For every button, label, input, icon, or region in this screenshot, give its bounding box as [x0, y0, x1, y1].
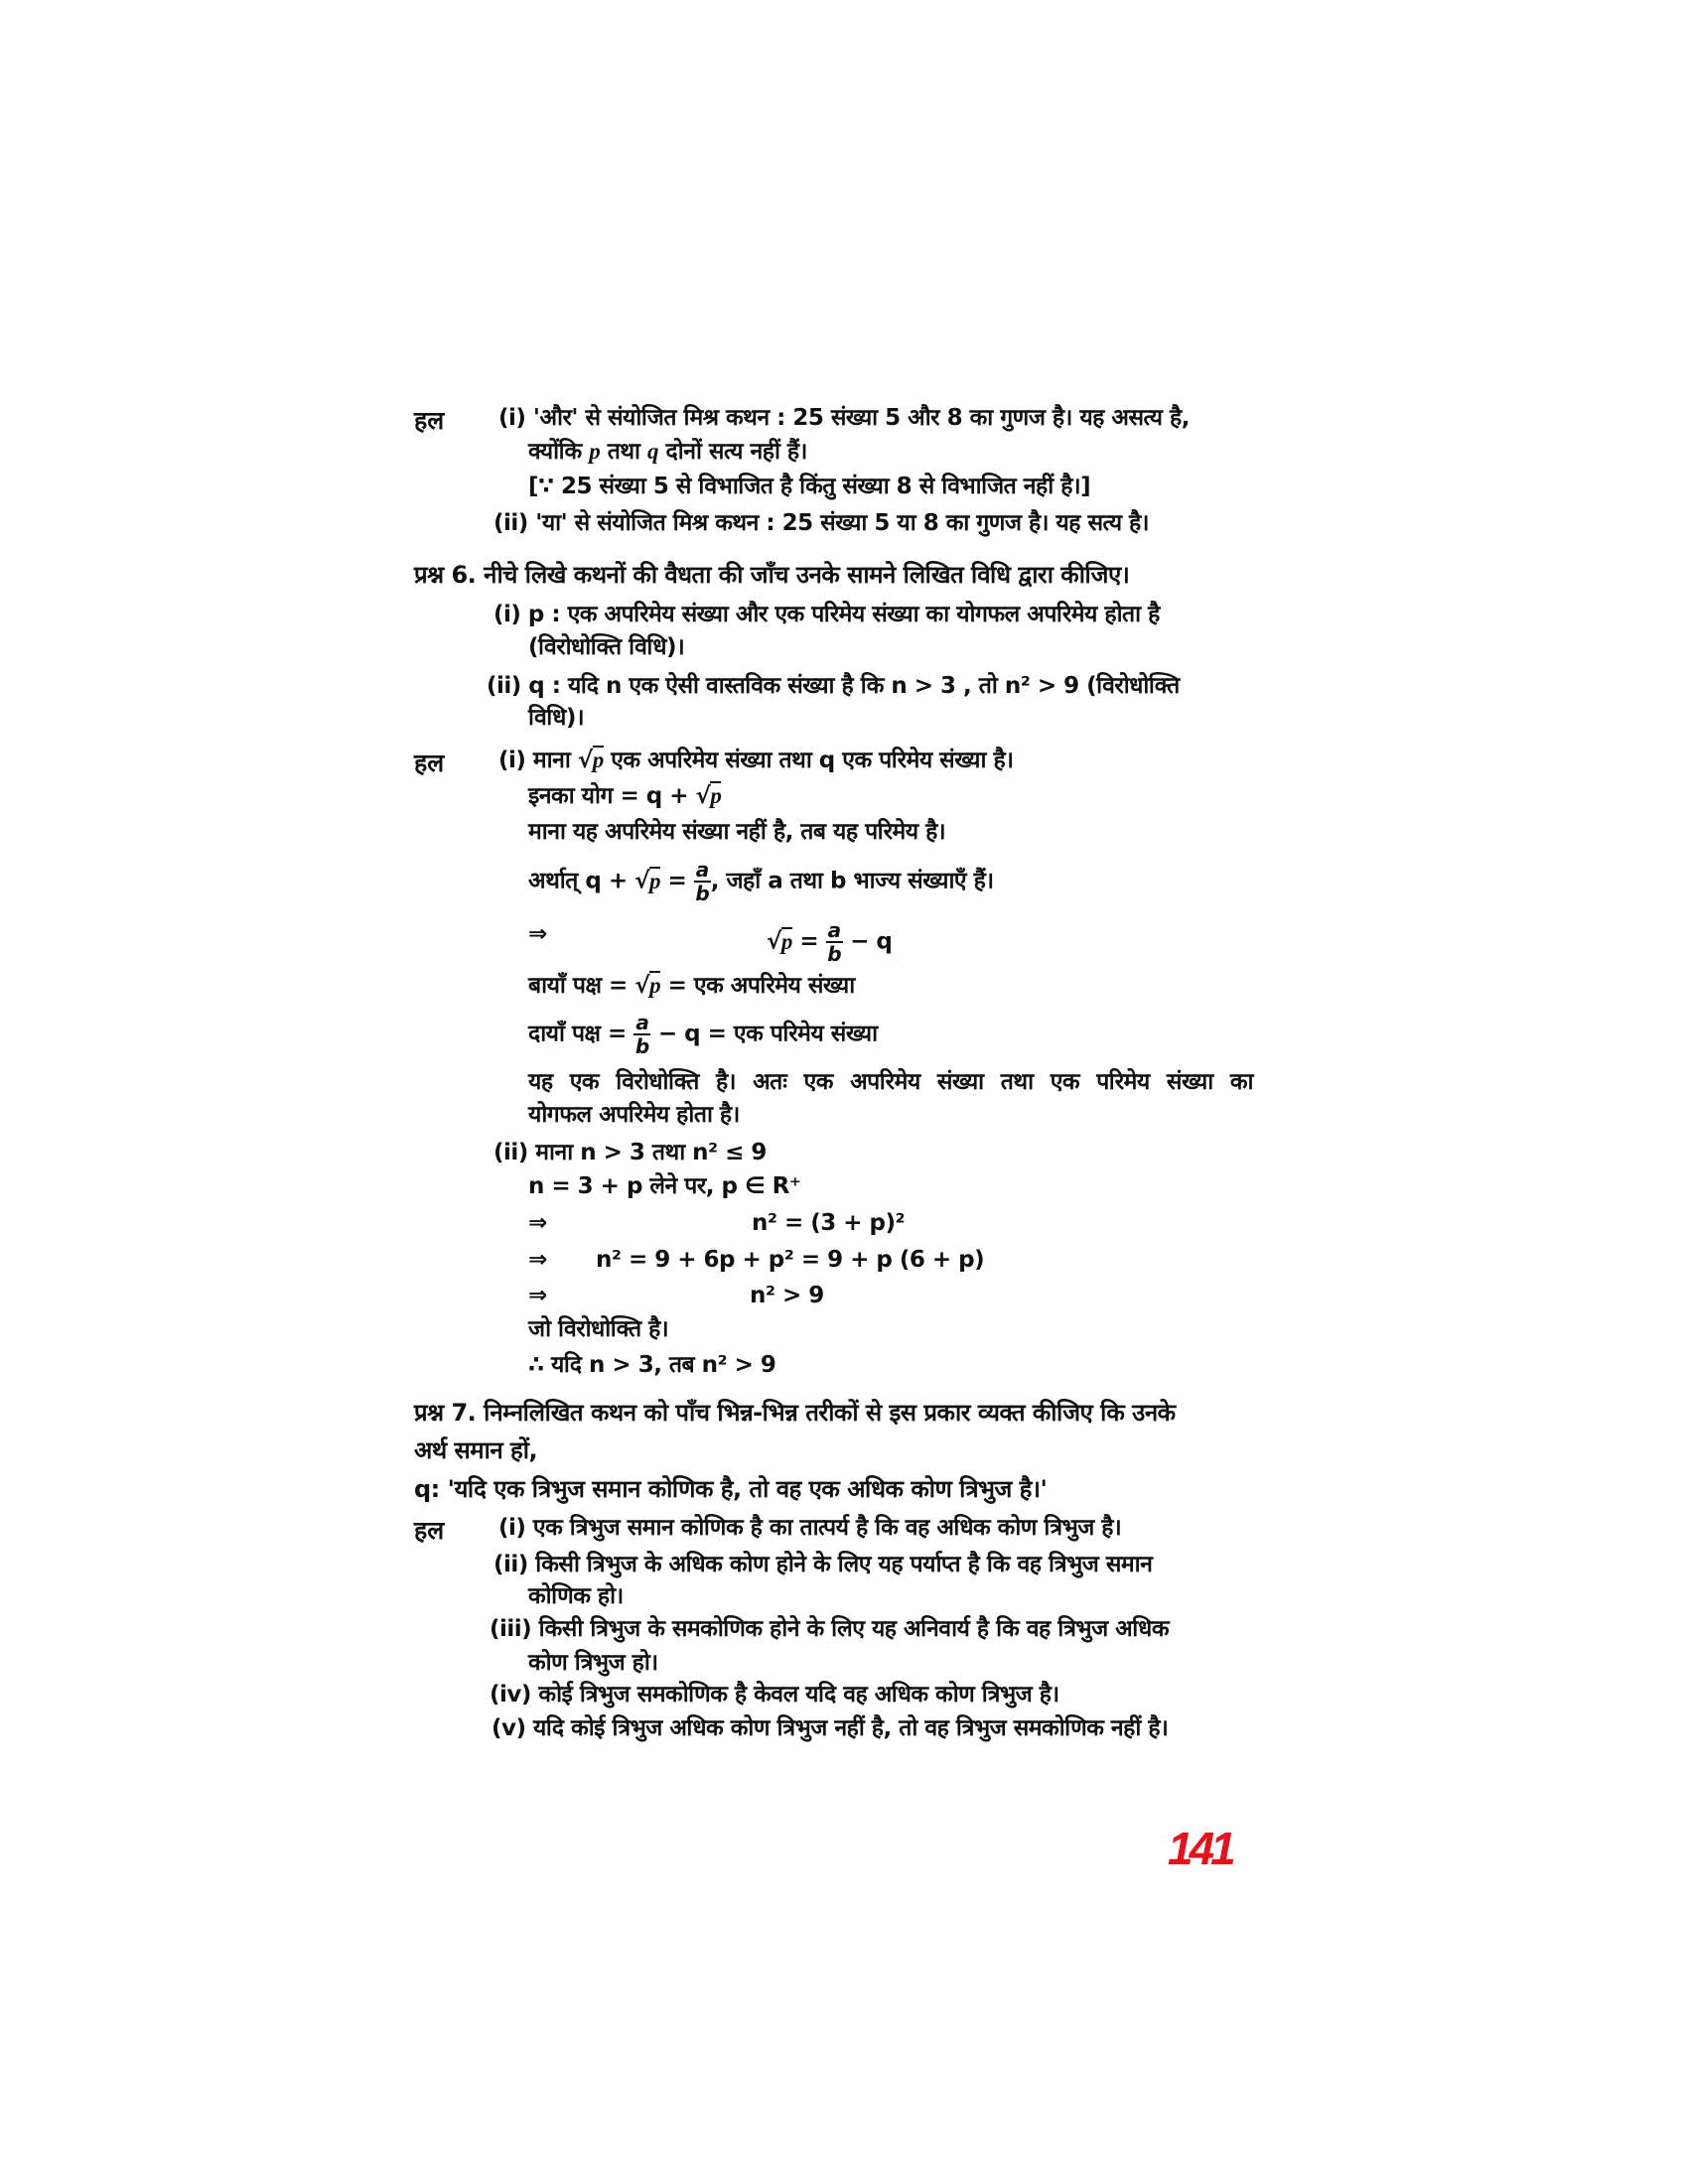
- question-6-title: प्रश्न 6. नीचे लिखे कथनों की वैधता की जाँच उनके सामने लिखित विधि द्वारा कीजिए।: [414, 561, 1130, 589]
- solution-6-ii-step1: n² = (3 + p)²: [752, 1210, 906, 1236]
- solution-6-ii-assume: (ii) माना n > 3 तथा n² ≤ 9: [493, 1140, 767, 1165]
- solution-6-ii-substitute: n = 3 + p लेने पर, p ∈ R⁺: [528, 1173, 801, 1199]
- solution-6-rhs: दायाँ पक्ष = $\frac{a}{b}$ − q = एक परिमेय संख्या: [528, 1011, 878, 1058]
- solution-5-i-line2: क्योंकि p तथा q दोनों सत्य नहीं हैं।: [528, 439, 807, 465]
- solution-6-sum: इनका योग = q + √p: [528, 783, 722, 809]
- solution-7-ii-line1: (ii) किसी त्रिभुज के अधिक कोण होने के लिए यह पर्याप्त है कि वह त्रिभुज समान: [493, 1552, 1153, 1577]
- question-7-title-line1: प्रश्न 7. निम्नलिखित कथन को पाँच भिन्न-भिन्न तरीकों से इस प्रकार व्यक्त कीजिए कि उनके: [414, 1399, 1176, 1427]
- solution-6-i-line1: (i) माना √p एक अपरिमेय संख्या तथा q एक परिमेय संख्या है।: [498, 748, 1014, 773]
- solution-7-i: (i) एक त्रिभुज समान कोणिक है का तात्पर्य है कि वह अधिक कोण त्रिभुज है।: [498, 1515, 1122, 1541]
- solution-6-ii-therefore: ∴ यदि n > 3, तब n² > 9: [528, 1352, 776, 1378]
- solution-5-ii: (ii) 'या' से संयोजित मिश्र कथन : 25 संख्या 5 या 8 का गुणज है। यह सत्य है।: [493, 510, 1149, 536]
- question-6-ii-line1: (ii) q : यदि n एक ऐसी वास्तविक संख्या है कि n > 3 , तो n² > 9 (विरोधोक्ति: [487, 673, 1180, 699]
- solution-label: हल: [414, 406, 445, 435]
- question-6-i-line2: (विरोधोक्ति विधि)।: [528, 634, 685, 660]
- page-number: 141: [1168, 1823, 1232, 1874]
- solution-6-ii-contradiction: जो विरोधोक्ति है।: [528, 1316, 669, 1342]
- implies-symbol: ⇒: [528, 921, 547, 947]
- solution-6-rearranged: √p = $\frac{a}{b}$ − q: [767, 918, 893, 966]
- question-6-ii-line2: विधि)।: [528, 705, 585, 731]
- solution-6-equation: अर्थात् q + √p = $\frac{a}{b}$ , जहाँ a तथा b भाज्य संख्याएँ हैं।: [528, 858, 994, 905]
- implies-symbol: ⇒: [528, 1247, 547, 1273]
- implies-symbol: ⇒: [528, 1210, 547, 1236]
- solution-5-i-line1: (i) 'और' से संयोजित मिश्र कथन : 25 संख्या 5 और 8 का गुणज है। यह असत्य है,: [498, 405, 1190, 431]
- solution-7-iii-line2: कोण त्रिभुज हो।: [528, 1650, 658, 1676]
- solution-7-iii-line1: (iii) किसी त्रिभुज के समकोणिक होने के लिए यह अनिवार्य है कि वह त्रिभुज अधिक: [490, 1616, 1169, 1642]
- implies-symbol: ⇒: [528, 1283, 547, 1308]
- solution-label: हल: [414, 1516, 445, 1545]
- solution-7-ii-line2: कोणिक हो।: [528, 1583, 624, 1609]
- question-7-statement: q: 'यदि एक त्रिभुज समान कोणिक है, तो वह एक अधिक कोण त्रिभुज है।': [414, 1475, 1048, 1503]
- solution-label: हल: [414, 749, 445, 777]
- solution-6-ii-step2: n² = 9 + 6p + p² = 9 + p (6 + p): [596, 1247, 985, 1273]
- solution-6-ii-step3: n² > 9: [750, 1283, 824, 1308]
- solution-6-conclusion-line2: योगफल अपरिमेय होता है।: [528, 1102, 740, 1128]
- solution-6-conclusion-line1: यह एक विरोधोक्ति है। अतः एक अपरिमेय संख्या तथा एक परिमेय संख्या का: [528, 1069, 1253, 1095]
- question-7-title-line2: अर्थ समान हों,: [414, 1436, 538, 1464]
- solution-6-assume: माना यह अपरिमेय संख्या नहीं है, तब यह परिमेय है।: [528, 819, 946, 845]
- solution-5-i-reason: [∵ 25 संख्या 5 से विभाजित है किंतु संख्या 8 से विभाजित नहीं है।]: [528, 474, 1091, 499]
- question-6-i-line1: (i) p : एक अपरिमेय संख्या और एक परिमेय संख्या का योगफल अपरिमेय होता है: [493, 602, 1160, 627]
- solution-7-v: (v) यदि कोई त्रिभुज अधिक कोण त्रिभुज नहीं है, तो वह त्रिभुज समकोणिक नहीं है।: [492, 1715, 1169, 1741]
- solution-7-iv: (iv) कोई त्रिभुज समकोणिक है केवल यदि वह अधिक कोण त्रिभुज है।: [490, 1682, 1059, 1707]
- solution-6-lhs: बायाँ पक्ष = √p = एक अपरिमेय संख्या: [528, 973, 855, 999]
